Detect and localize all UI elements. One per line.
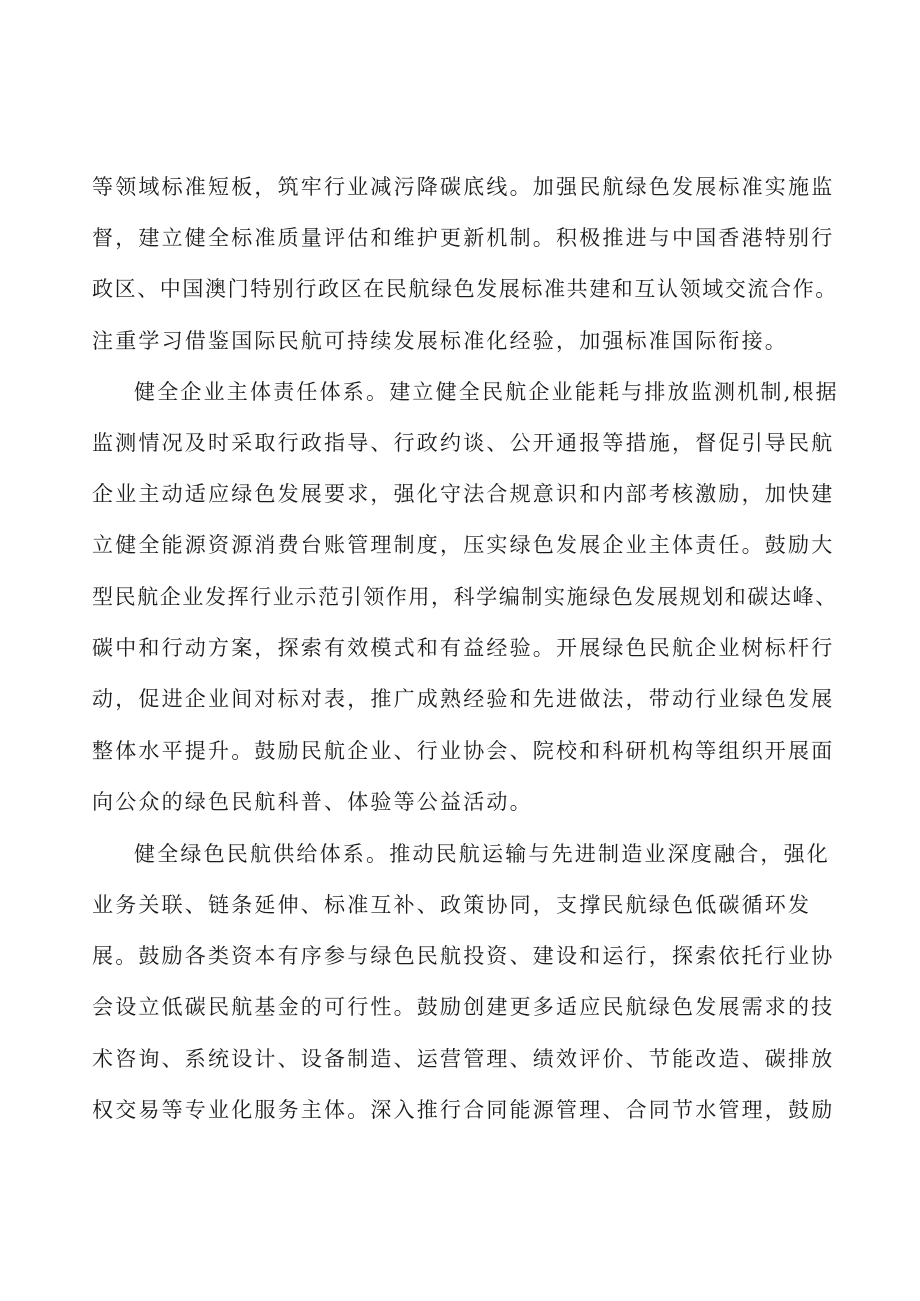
paragraph-3-line-6: 权交易等专业化服务主体。深入推行合同能源管理、合同节水管理，鼓励 (92, 1098, 835, 1122)
paragraph-3-line-1: 健全绿色民航供给体系。推动民航运输与先进制造业深度融合，强化 (134, 842, 830, 866)
paragraph-2-line-1: 健全企业主体责任体系。建立健全民航企业能耗与排放监测机制,根据 (134, 380, 839, 404)
paragraph-3-line-5: 术咨询、系统设计、设备制造、运营管理、绩效评价、节能改造、碳排放 (92, 1047, 835, 1071)
paragraph-3-line-2: 业务关联、链条延伸、标准互补、政策协同，支撑民航绿色低碳循环发 (92, 893, 812, 917)
paragraph-2-line-7: 动，促进企业间对标对表，推广成熟经验和先进做法，带动行业绿色发展 (92, 687, 835, 711)
paragraph-2-line-9: 向公众的绿色民航科普、体验等公益活动。 (92, 790, 533, 814)
paragraph-1-line-1: 等领域标准短板，筑牢行业减污降碳底线。加强民航绿色发展标准实施监 (92, 175, 835, 199)
paragraph-3-line-4: 会设立低碳民航基金的可行性。鼓励创建更多适应民航绿色发展需求的技 (92, 995, 835, 1019)
paragraph-1-line-3: 政区、中国澳门特别行政区在民航绿色发展标准共建和互认领域交流合作。 (92, 277, 838, 301)
paragraph-2-line-4: 立健全能源资源消费台账管理制度，压实绿色发展企业主体责任。鼓励大 (92, 533, 835, 557)
paragraph-2-line-6: 碳中和行动方案，探索有效模式和有益经验。开展绿色民航企业树标杆行 (92, 636, 835, 660)
paragraph-2-line-8: 整体水平提升。鼓励民航企业、行业协会、院校和科研机构等组织开展面 (92, 739, 835, 763)
paragraph-2-line-3: 企业主动适应绿色发展要求，强化守法合规意识和内部考核激励，加快建 (92, 482, 835, 506)
paragraph-1-line-2: 督，建立健全标准质量评估和维护更新机制。积极推进与中国香港特别行 (92, 226, 835, 250)
paragraph-2-line-2: 监测情况及时采取行政指导、行政约谈、公开通报等措施，督促引导民航 (92, 431, 835, 455)
paragraph-1-line-4: 注重学习借鉴国际民航可持续发展标准化经验，加强标准国际衔接。 (92, 329, 788, 353)
paragraph-2-line-5: 型民航企业发挥行业示范引领作用，科学编制实施绿色发展规划和碳达峰、 (92, 585, 838, 609)
paragraph-3-line-3: 展。鼓励各类资本有序参与绿色民航投资、建设和运行，探索依托行业协 (92, 944, 835, 968)
